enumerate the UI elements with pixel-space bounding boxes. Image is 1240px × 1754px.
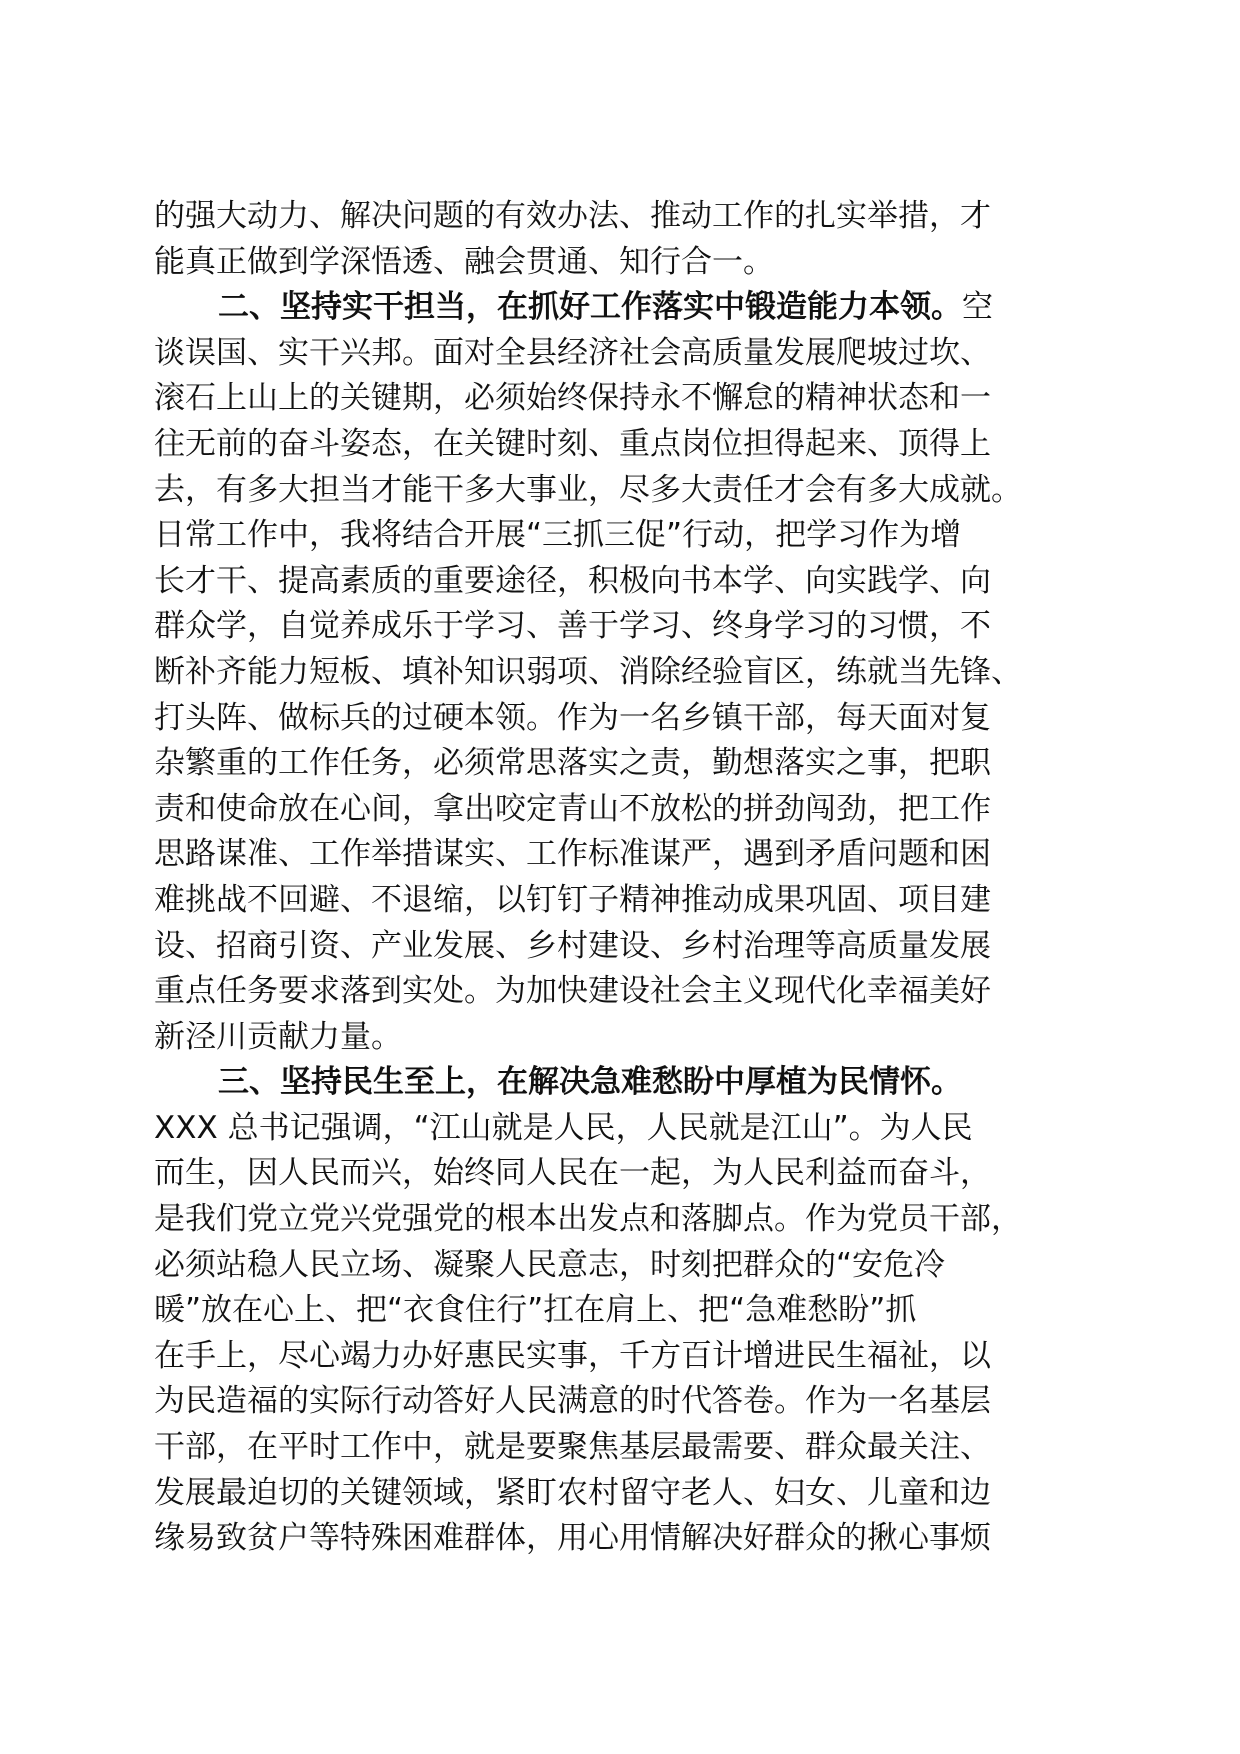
- text-run: 去，有多大担当才能干多大事业，尽多大责任才会有多大成就。: [154, 471, 1022, 508]
- text-run: 为民造福的实际行动答好人民满意的时代答卷。作为一名基层: [154, 1383, 991, 1420]
- text-line: [154, 650, 1090, 696]
- section-heading-line: [154, 285, 1090, 331]
- text-line: [154, 1197, 1090, 1243]
- text-line: [154, 741, 1090, 787]
- text-run: 空: [962, 289, 993, 326]
- text-run: 难挑战不回避、不退缩，以钉钉子精神推动成果巩固、项目建: [154, 881, 991, 918]
- text-run: 必须站稳人民立场、凝聚人民意志，时刻把群众的“安危冷: [154, 1246, 946, 1283]
- text-run: 暖”放在心上、把“衣食住行”扛在肩上、把“急难愁盼”抓: [154, 1292, 917, 1329]
- section-heading-line: [154, 1060, 1090, 1106]
- text-line: [154, 240, 1090, 286]
- text-run: 长才干、提高素质的重要途径，积极向书本学、向实践学、向: [154, 562, 991, 599]
- text-run: 思路谋准、工作举措谋实、工作标准谋严，遇到矛盾问题和困: [154, 836, 991, 873]
- text-line: [154, 513, 1090, 559]
- text-run: 往无前的奋斗姿态，在关键时刻、重点岗位担得起来、顶得上: [154, 425, 991, 462]
- text-line: [154, 1516, 1090, 1562]
- document-body: [154, 194, 1090, 1562]
- text-run: 缘易致贫户等特殊困难群体，用心用情解决好群众的揪心事烦: [154, 1520, 991, 1557]
- section-heading: 二、坚持实干担当，在抓好工作落实中锻造能力本领。: [218, 289, 962, 326]
- text-line: [154, 787, 1090, 833]
- text-line: [154, 969, 1090, 1015]
- text-line: [154, 1151, 1090, 1197]
- text-run: 谈误国、实干兴邦。面对全县经济社会高质量发展爬坡过坎、: [154, 334, 991, 371]
- text-line: [154, 1334, 1090, 1380]
- text-run: 断补齐能力短板、填补知识弱项、消除经验盲区，练就当先锋、: [154, 653, 1022, 690]
- text-run: 重点任务要求落到实处。为加快建设社会主义现代化幸福美好: [154, 973, 991, 1010]
- text-line: [154, 468, 1090, 514]
- text-line: [154, 1471, 1090, 1517]
- text-line: [154, 1288, 1090, 1334]
- text-run: 群众学，自觉养成乐于学习、善于学习、终身学习的习惯，不: [154, 608, 991, 645]
- text-line: [154, 1379, 1090, 1425]
- text-run: 杂繁重的工作任务，必须常思落实之责，勤想落实之事，把职: [154, 745, 991, 782]
- text-line: [154, 422, 1090, 468]
- text-line: [154, 832, 1090, 878]
- text-run: 发展最迫切的关键领域，紧盯农村留守老人、妇女、儿童和边: [154, 1474, 991, 1511]
- text-run: 日常工作中，我将结合开展“三抓三促”行动，把学习作为增: [154, 517, 962, 554]
- text-line: [154, 1243, 1090, 1289]
- text-run: XXX 总书记强调，“江山就是人民，人民就是江山”。为人民: [154, 1109, 973, 1146]
- text-line: [154, 331, 1090, 377]
- text-line: [154, 1425, 1090, 1471]
- text-run: 干部，在平时工作中，就是要聚焦基层最需要、群众最关注、: [154, 1429, 991, 1466]
- text-line: [154, 194, 1090, 240]
- text-line: [154, 1106, 1090, 1152]
- text-line: [154, 924, 1090, 970]
- text-line: [154, 1015, 1090, 1061]
- text-line: [154, 376, 1090, 422]
- text-run: 责和使命放在心间，拿出咬定青山不放松的拼劲闯劲，把工作: [154, 790, 991, 827]
- text-run: 打头阵、做标兵的过硬本领。作为一名乡镇干部，每天面对复: [154, 699, 991, 736]
- text-line: [154, 878, 1090, 924]
- section-heading: 三、坚持民生至上，在解决急难愁盼中厚植为民情怀。: [218, 1064, 962, 1101]
- text-run: 而生，因人民而兴，始终同人民在一起，为人民利益而奋斗，: [154, 1155, 991, 1192]
- text-run: 设、招商引资、产业发展、乡村建设、乡村治理等高质量发展: [154, 927, 991, 964]
- text-line: [154, 559, 1090, 605]
- text-run: 滚石上山上的关键期，必须始终保持永不懈怠的精神状态和一: [154, 380, 991, 417]
- text-run: 在手上，尽心竭力办好惠民实事，千方百计增进民生福祉，以: [154, 1337, 991, 1374]
- text-line: [154, 604, 1090, 650]
- text-run: 是我们党立党兴党强党的根本出发点和落脚点。作为党员干部，: [154, 1201, 1022, 1238]
- text-run: 能真正做到学深悟透、融会贯通、知行合一。: [154, 243, 774, 280]
- text-run: 的强大动力、解决问题的有效办法、推动工作的扎实举措，才: [154, 198, 991, 234]
- text-line: [154, 696, 1090, 742]
- text-run: 新泾川贡献力量。: [154, 1018, 402, 1055]
